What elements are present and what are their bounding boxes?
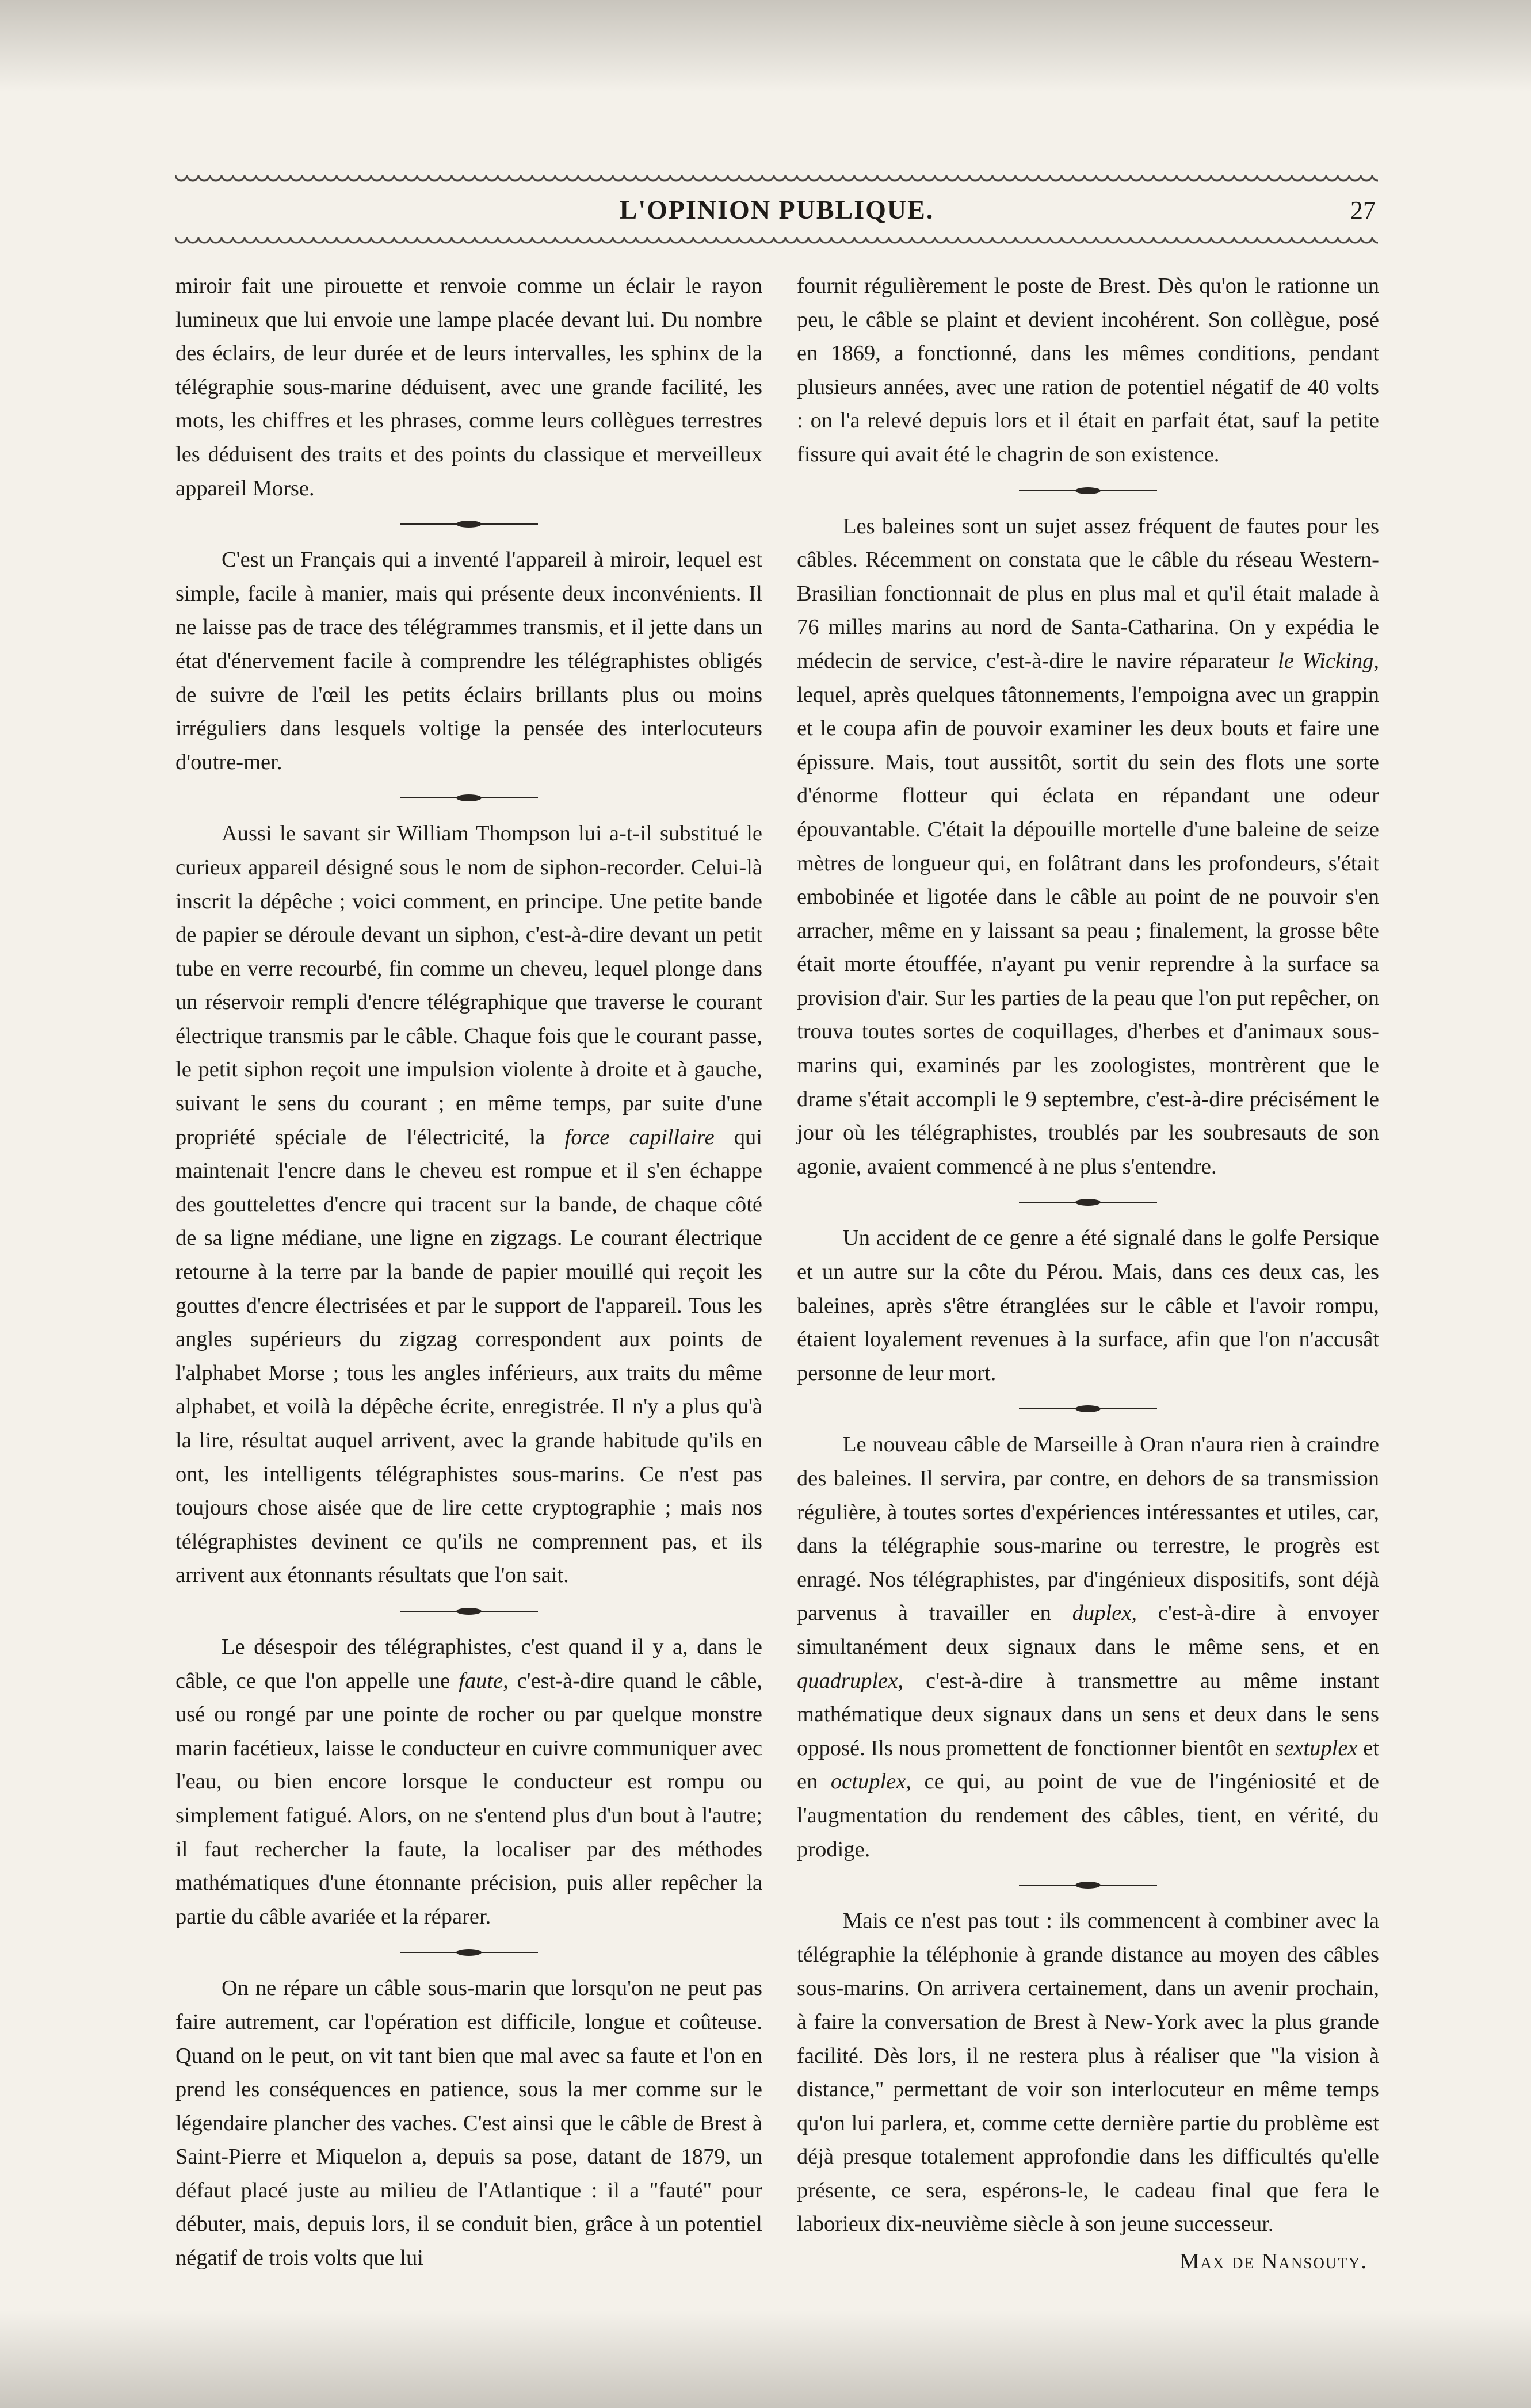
page-number: 27 <box>1350 196 1376 224</box>
text-run: c'est-à-dire à envoyer simultanément deux signaux dans le même sens, et en <box>797 1601 1380 1659</box>
paragraph: On ne répare un câble sous-marin que lorsqu'on ne peut pas faire autrement, car l'opération est difficile, longue et coûteuse. Quand on le peut, on vit tant bien que mal avec sa faute et l'on en prend les conséquences en patience, sous la mer comme sur le légendaire plancher des vaches. C'est ainsi que le câble de Brest à Saint-Pierre et Miquelon a, depuis sa pose, datant de 1879, un défaut placé juste au milieu de l'Atlantique : il a "fauté" pour débuter, mais, depuis lors, il se conduit bien, grâce à un potentiel négatif de trois volts que lui <box>175 1976 762 2271</box>
paragraph <box>175 1630 762 1933</box>
text-run: c'est-à-dire quand le câble, usé ou rongé par une pointe de rocher ou par quelque monstre marin facétieux, laisse le conducteur en cuivre communiquer avec l'eau, ou bien encore lorsque le conducteur est rompu ou simplement fatigué. Alors, on ne s'entend plus d'un bout à l'autre; il faut rechercher la faute, la localiser par des méthodes mathématiques d'une étonnante précision, puis aller repêcher la partie du câble avariée et la réparer. <box>175 1668 762 1929</box>
text-run: et en <box>797 1736 1379 1794</box>
italic-term: le Wicking, <box>1278 648 1379 673</box>
publication-title: L'OPINION PUBLIQUE. <box>619 195 934 224</box>
paragraph: fournit régulièrement le poste de Brest. Dès qu'on le rationne un peu, le câble se plaint et devient incohérent. Son collègue, posé en 1869, a fonctionné, dans les mêmes conditions, pendant plusieurs années, avec une ration de potentiel négatif de 40 volts : on l'a relevé depuis lors et il était en parfait état, sauf la petite fissure qui avait été le chagrin de son existence. <box>797 274 1379 467</box>
right-column <box>797 269 1379 2279</box>
italic-term: force capillaire <box>564 1125 715 1149</box>
section-divider <box>175 512 762 537</box>
text-run: Le nouveau câble de Marseille à Oran n'aura rien à craindre des baleines. Il servira, par contre, en dehors de sa transmission régulière, à toutes sortes d'expériences intéressantes et utiles, car, dans la télégraphie sous-marine ou terrestre, le progrès est enragé. Nos télégraphistes, par d'ingénieux dispositifs, sont déjà parvenus à travailler en <box>797 1432 1379 1626</box>
text-run: Le désespoir des télégraphistes, c'est quand il y a, dans le câble, ce que l'on appelle une <box>175 1634 762 1693</box>
section-divider <box>175 786 762 811</box>
text-run: Les baleines sont un sujet assez fréquent de fautes pour les câbles. Récemment on constata que le câble du réseau Western-Brasilian fonctionnait de plus en plus mal et qu'il était malade à 76 milles marins au nord de Santa-Catharina. On y expédia le médecin de service, c'est-à-dire le navire réparateur <box>797 514 1379 673</box>
page-header <box>175 194 1378 235</box>
paragraph <box>797 510 1379 1184</box>
paragraph: miroir fait une pirouette et renvoie comme un éclair le rayon lumineux que lui envoie une lampe placée devant lui. Du nombre des éclairs, de leur durée et de leurs intervalles, les sphinx de la télégraphie sous-marine déduisent, avec une grande facilité, les mots, les chiffres et les phrases, comme leurs collègues terrestres les déduisent des traits et des points du classique et merveilleux appareil Morse. <box>175 274 762 500</box>
text-run: ce qui, au point de vue de l'ingéniosité et de l'augmentation du rendement des câbles, tient, en vérité, du prodige. <box>797 1769 1379 1862</box>
text-run: lequel, après quelques tâtonnements, l'empoigna avec un grappin et le coupa afin de pouvoir examiner les deux bouts et faire une épissure. Mais, tout aussitôt, sortit du sein des flots une sorte d'énorme flotteur qui éclata en répandant une odeur épouvantable. C'était la dépouille mortelle d'une baleine de seize mètres de longueur qui, en folâtrant dans les profondeurs, s'était embobinée et ligotée dans le câble au point de ne pouvoir s'en arracher, même en y laissant sa peau ; finalement, la grosse bête était morte étouffée, n'ayant pu venir reprendre à la surface sa provision d'air. Sur les parties de la peau que l'on put repêcher, on trouva toutes sortes de coquillages, d'herbes et d'animaux sous-marins qui, examinés par les zoologistes, montrèrent que le drame s'était accompli le 9 septembre, c'est-à-dire précisément le jour où les télégraphistes, troublés par les soubresauts de son agonie, avaient commencé à ne plus s'entendre. <box>797 682 1379 1179</box>
italic-term: octuplex, <box>830 1769 911 1794</box>
italic-term: duplex, <box>1072 1601 1137 1626</box>
text-run: qui maintenait l'encre dans le cheveu est rompue et il s'en échappe des gouttelettes d'encre qui tracent sur la bande, de chaque côté de sa ligne médiane, une ligne en zigzags. Le courant électrique retourne à la terre par la bande de papier mouillé qui reçoit les gouttes d'encre électrisées et par le support de l'appareil. Tous les angles supérieurs du zigzag correspondent aux points de l'alphabet Morse ; tous les angles inférieurs, aux traits du même alphabet, et voilà la dépêche écrite, enregistrée. Il n'y a plus qu'à la lire, résultat auquel arrivent, avec la grande habitude qu'ils en ont, les intelligents télégraphistes sous-marins. Ce n'est pas toujours chose aisée que de lire cette cryptographie ; mais nos télégraphistes devinent ce qu'ils ne comprennent pas, et ils arrivent aux étonnants résultats que l'on sait. <box>175 1125 762 1588</box>
italic-term: sextuplex <box>1275 1736 1358 1760</box>
left-column <box>175 269 762 2275</box>
header-ornament-top <box>175 175 1378 185</box>
paragraph: C'est un Français qui a inventé l'appareil à miroir, lequel est simple, facile à manier, mais qui présente deux inconvénients. Il ne laisse pas de trace des télégrammes transmis, et il jette dans un état d'énervement facile à comprendre les télégraphistes obligés de suivre de l'œil les petits éclairs brillants plus ou moins irréguliers dans lesquels voltige la pensée des interlocuteurs d'outre-mer. <box>175 548 762 774</box>
header-ornament-bottom <box>175 237 1378 247</box>
paragraph: Mais ce n'est pas tout : ils commencent à combiner avec la télégraphie la téléphonie à grande distance au moyen des câbles sous-marins. On arrivera certainement, dans un avenir prochain, à faire la conversation de Brest à New-York avec la plus grande facilité. Dès lors, il ne restera plus à réaliser que "la vision à distance," permettant de voir son interlocuteur en même temps qu'on lui parlera, et, comme cette dernière partie du problème est déjà presque totalement approfondie dans les difficultés qu'elle présente, ce sera, espérons-le, le cadeau final que fera le laborieux dix-neuvième siècle à son jeune successeur. <box>797 1909 1379 2237</box>
italic-term: faute, <box>459 1668 509 1693</box>
author-signature: Max de Nansouty. <box>1179 2249 1368 2274</box>
paragraph <box>175 817 762 1592</box>
text-run: c'est-à-dire à transmettre au même instant mathématique deux signaux dans un sens et deux dans le sens opposé. Ils nous promettent de fonctionner bientôt en <box>797 1668 1380 1760</box>
section-divider <box>797 479 1379 504</box>
section-divider <box>797 1873 1379 1898</box>
section-divider <box>175 1599 762 1625</box>
italic-term: quadruplex, <box>797 1668 903 1693</box>
scan-edge-bottom <box>0 2310 1531 2408</box>
scan-edge-top <box>0 0 1531 92</box>
section-divider <box>797 1397 1379 1422</box>
section-divider <box>175 1940 762 1966</box>
section-divider <box>797 1190 1379 1216</box>
paragraph: Un accident de ce genre a été signalé dans le golfe Persique et un autre sur la côte du Pérou. Mais, dans ces deux cas, les baleines, après s'être étranglées sur le câble et l'avoir rompu, étaient loyalement revenues à la surface, afin que l'on n'accusât personne de leur mort. <box>797 1226 1379 1385</box>
text-run: Aussi le savant sir William Thompson lui a-t-il substitué le curieux appareil désigné sous le nom de siphon-recorder. Celui-là inscrit la dépêche ; voici comment, en principe. Une petite bande de papier se déroule devant un siphon, c'est-à-dire devant un petit tube en verre recourbé, fin comme un cheveu, lequel plonge dans un réservoir rempli d'encre télégraphique que traverse le courant électrique transmis par le câble. Chaque fois que le courant passe, le petit siphon reçoit une impulsion violente à droite et à gauche, suivant le sens du courant ; en même temps, par suite d'une propriété spéciale de l'électricité, la <box>175 821 762 1149</box>
paragraph <box>797 1428 1379 1866</box>
